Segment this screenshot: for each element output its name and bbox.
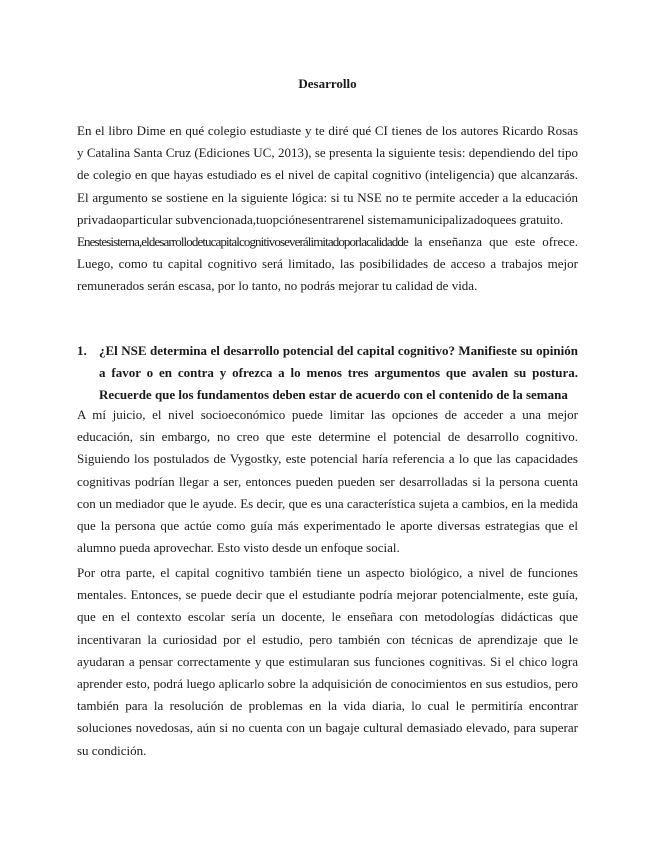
question-number: 1. — [77, 343, 87, 358]
page-title: Desarrollo — [298, 76, 357, 91]
intro-text-b: Enestesistema,eldesarrollodetucapitalcognitivoseverálimitadoporlacalidadde la — [77, 234, 422, 250]
answer-paragraph-2: Por otra parte, el capital cognitivo también tiene un aspecto biológico, a nivel de funciones mentales. Entonces, se puede decir que el estudiante podría mejorar potencialmente, este guía, que en el contexto escolar sería un docente, le enseñara con metodologías didácticas que incentivaran la curiosidad por el estudio, pero también con técnicas de aprendizaje que le ayudaran a pensar correctamente y que estimularan sus funciones cognitivas. Si el chico logra aprender esto, podrá luego aplicarlo sobre la adquisición de conocimientos en sus estudios, pero también para la resolución de problemas en la vida diaria, lo cual le permitiría encontrar soluciones novedosas, aún si no cuenta con un bagaje cultural demasiado elevado, para superar su condición. — [77, 565, 578, 758]
question-item — [77, 340, 578, 407]
intro-paragraph — [77, 120, 578, 298]
intro-text-c: enseñanza que este ofrece. Luego, como tu capital cognitivo será limitado, las posibilidades de acceso a trabajos mejor remunerados serán escasa, por lo tanto, no podrás mejorar tu calidad de vida. — [77, 234, 579, 294]
answer-paragraph-1: A mí juicio, el nivel socioeconómico puede limitar las opciones de acceder a una mejor educación, sin embargo, no creo que este determine el potencial de desarrollo cognitivo. Siguiendo los postulados de Vygostky, este potencial haría referencia a lo que las capacidades cognitivas podrían llegar a ser, entonces pueden pueden ser desarrolladas si la persona cuenta con un mediador que le ayude. Es decir, que es una característica sujeta a cambios, en la medida que la persona que actúe como guía más experimentado le aporte diversas estrategias que el alumno pueda aprovechar. Esto visto desde un enfoque social. — [77, 407, 578, 556]
intro-text-a: En el libro Dime en qué colegio estudiaste y te diré qué CI tienes de los autores Ricardo Rosas y Catalina Santa Cruz (Ediciones UC, 2013), se presenta la siguiente tesis: dependiendo del tipo de colegio en que hayas estudiado es el nivel de capital cognitivo (inteligencia) que alcanzarás. El argumento se sostiene en la siguiente lógica: si tu NSE no te permite acceder a la educación privadaoparticular subvencionada,tuopciónesentrarenel sistemamunicipalizadoquees gratuito. — [77, 123, 578, 227]
question-text: ¿El NSE determina el desarrollo potencial del capital cognitivo? Manifieste su opinión a favor o en contra y ofrezca a lo menos tres argumentos que avalen su postura. Recuerde que los fundamentos deben estar de acuerdo con el contenido de la semana — [99, 343, 578, 403]
